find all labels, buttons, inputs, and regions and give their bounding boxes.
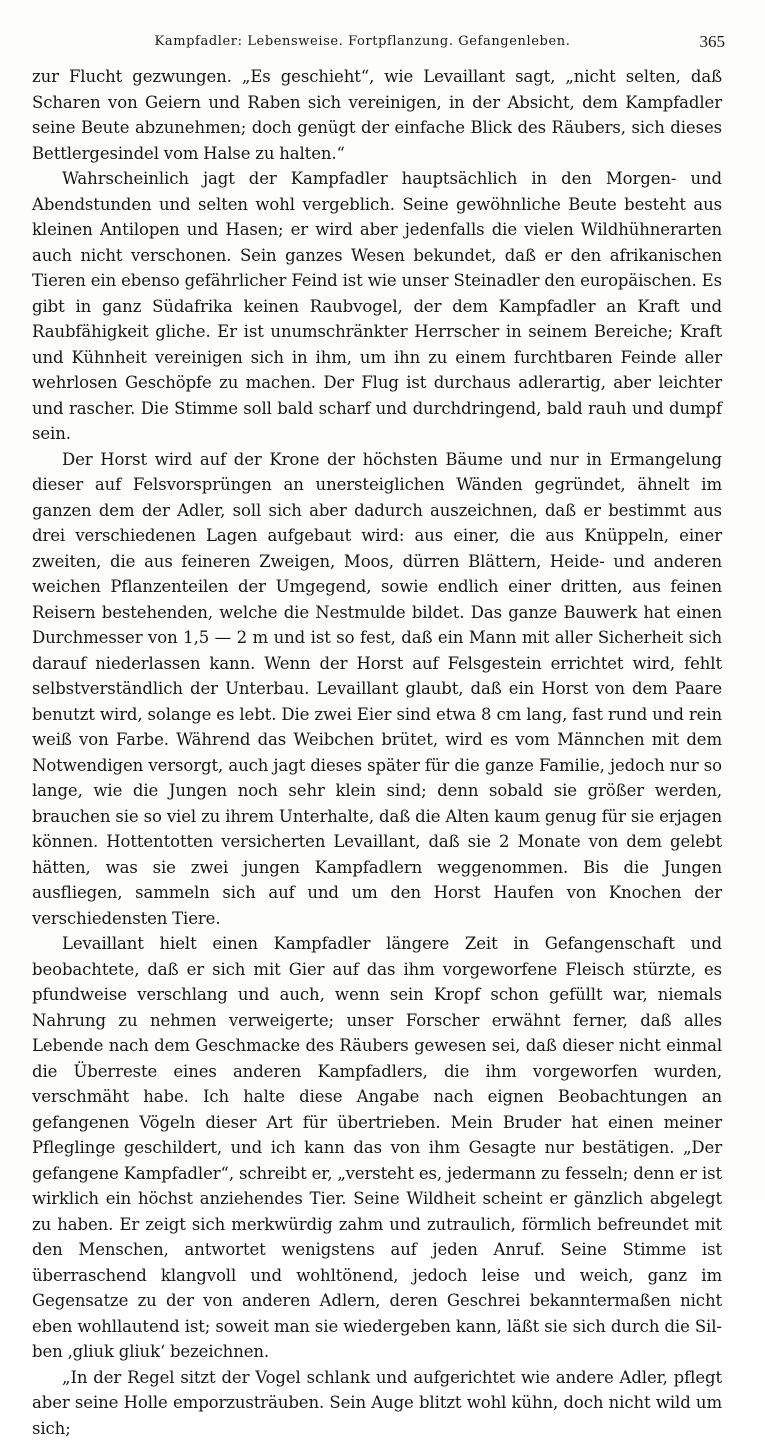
- paragraph-continuation: zur Flucht gezwungen. „Es geschieht“, wie Levaillant sagt, „nicht selten, daß Scharen von Geiern und Raben sich vereinigen, in der Absicht, dem Kampfadler seine Beute abzunehmen; doch genügt der einfache Blick des Räubers, sich dieses Bettlergesindel vom Halse zu halten.“: [32, 64, 722, 166]
- paragraph-hunting: Wahrscheinlich jagt der Kampfadler hauptsächlich in den Morgen- und Abendstunden und selten wohl vergeblich. Seine gewöhnliche Beute besteht aus kleinen Antilopen und Hasen; er wird aber jedenfalls die vielen Wildhühnerarten auch nicht verschonen. Sein ganzes Wesen bekundet, daß er den afrikanischen Tieren ein ebenso gefährlicher Feind ist wie unser Steinadler den europäischen. Es gibt in ganz Südafrika keinen Raubvogel, der dem Kampfadler an Kraft und Raubfähigkeit gliche. Er ist unumschränkter Herrscher in seinem Bereiche; Kraft und Kühnheit vereinigen sich in ihm, um ihn zu einem furchtbaren Feinde aller wehrlosen Geschöpfe zu machen. Der Flug ist durchaus adlerartig, aber leichter und rascher. Die Stimme soll bald scharf und durchdringend, bald rauh und dumpf sein.: [32, 166, 722, 447]
- running-head: [60, 34, 725, 56]
- running-title: Kampfadler: Lebensweise. Fortpflanzung. Gefangenleben.: [60, 34, 665, 49]
- body-text: [32, 64, 722, 1441]
- paragraph-nest: Der Horst wird auf der Krone der höchsten Bäume und nur in Ermangelung dieser auf Felsvorsprüngen an unersteiglichen Wänden gegründet, ähnelt im ganzen dem der Adler, soll sich aber dadurch auszeichnen, daß er bestimmt aus drei verschiedenen Lagen aufgebaut wird: aus einer, die aus Knüppeln, einer zweiten, die aus feineren Zweigen, Moos, dürren Blättern, Heide- und anderen weichen Pflanzenteilen der Umgegend, sowie endlich einer dritten, aus feinen Reisern bestehenden, welche die Nestmulde bildet. Das ganze Bauwerk hat einen Durchmesser von 1,5 — 2 m und ist so fest, daß ein Mann mit aller Sicherheit sich darauf niederlassen kann. Wenn der Horst auf Felsgestein errichtet wird, fehlt selbstverständlich der Unterbau. Levaillant glaubt, daß ein Horst von dem Paare benutzt wird, solange es lebt. Die zwei Eier sind etwa 8 cm lang, fast rund und rein weiß von Farbe. Während das Weibchen brütet, wird es vom Männchen mit dem Notwendigen versorgt, auch jagt dieses später für die ganze Familie, jedoch nur so lange, wie die Jungen noch sehr klein sind; denn sobald sie größer werden, brauchen sie so viel zu ihrem Unterhalte, daß die Alten kaum genug für sie erjagen können. Hottentotten versicherten Levaillant, daß sie 2 Monate von dem gelebt hätten, was sie zwei jungen Kampfadlern weggenommen. Bis die Jungen ausfliegen, sammeln sich auf und um den Horst Haufen von Knochen der verschiedensten Tiere.: [32, 447, 722, 932]
- paragraph-quote: „In der Regel sitzt der Vogel schlank und aufgerichtet wie andere Adler, pflegt aber seine Holle emporzusträuben. Sein Auge blitzt wohl kühn, doch nicht wild um sich;: [32, 1365, 722, 1441]
- paragraph-captivity: Levaillant hielt einen Kampfadler längere Zeit in Gefangenschaft und beobachtete, daß er sich mit Gier auf das ihm vorgeworfene Fleisch stürzte, es pfundweise verschlang und auch, wenn sein Kropf schon gefüllt war, niemals Nahrung zu nehmen verweigerte; unser Forscher erwähnt ferner, daß alles Lebende nach dem Geschmacke des Räubers gewesen sei, daß dieser nicht einmal die Überreste eines anderen Kampfadlers, die ihm vorgeworfen wurden, verschmäht habe. Ich halte diese Angabe nach eignen Beobachtungen an gefangenen Vögeln dieser Art für übertrieben. Mein Bruder hat einen meiner Pfleglinge geschildert, und ich kann das von ihm Gesagte nur bestätigen. „Der gefangene Kampfadler“, schreibt er, „versteht es, jedermann zu fesseln; denn er ist wirklich ein höchst anziehendes Tier. Seine Wildheit scheint er gänzlich abgelegt zu haben. Er zeigt sich merkwürdig zahm und zutraulich, förmlich befreundet mit den Menschen, antwortet wenigstens auf jeden Anruf. Seine Stimme ist überraschend klangvoll und wohltönend, jedoch leise und weich, ganz im Gegensatze zu der von anderen Adlern, deren Geschrei bekanntermaßen nicht eben wohllautend ist; soweit man sie wiedergeben kann, läßt sie sich durch die Silben ‚gliuk gliuk‘ bezeichnen.: [32, 931, 722, 1365]
- page-number: 365: [700, 32, 726, 52]
